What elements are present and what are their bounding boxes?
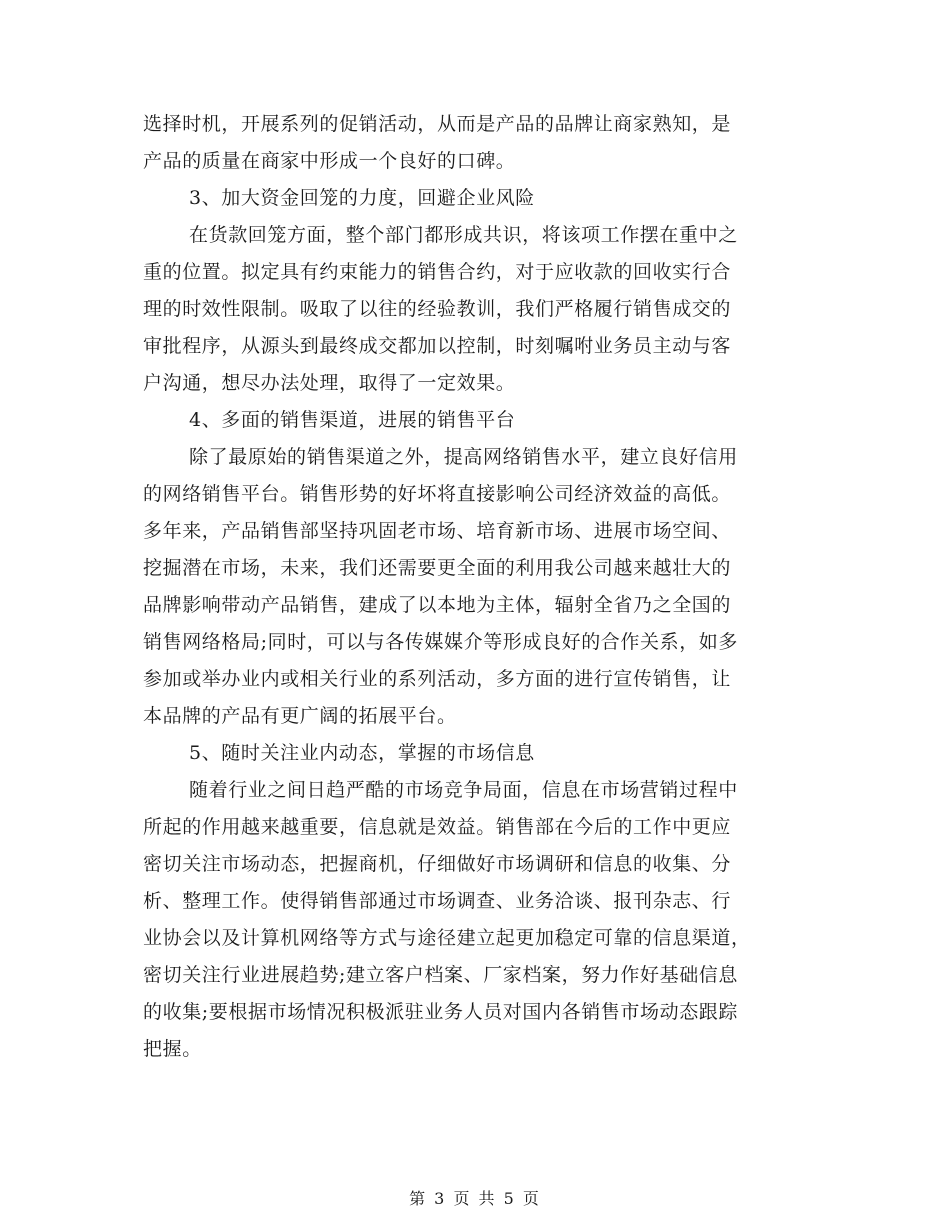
text-line-12: 多年来，产品销售部坚持巩固老市场、培育新市场、进展市场空间、 xyxy=(143,520,732,542)
text-line-19: 随着行业之间日趋严酷的市场竞争局面，信息在市场营销过程中 xyxy=(189,779,738,801)
text-line-6: 理的时效性限制。吸取了以往的经验教训，我们严格履行销售成交的 xyxy=(143,298,732,320)
section-heading-3: 3、加大资金回笼的力度，回避企业风险 xyxy=(189,187,535,209)
text-line-5: 重的位置。拟定具有约束能力的销售合约，对于应收款的回收实行合 xyxy=(143,261,732,283)
section-heading-4: 4、多面的销售渠道，进展的销售平台 xyxy=(189,409,516,431)
text-line-17: 本品牌的产品有更广阔的拓展平台。 xyxy=(143,705,457,727)
document-body xyxy=(143,106,813,1068)
text-line-13: 挖掘潜在市场，未来，我们还需要更全面的利用我公司越来越壮大的 xyxy=(143,557,732,579)
text-line-16: 参加或举办业内或相关行业的系列活动，多方面的进行宣传销售，让 xyxy=(143,668,732,690)
text-line-11: 的网络销售平台。销售形势的好坏将直接影响公司经济效益的高低。 xyxy=(143,483,732,505)
text-line-7: 审批程序，从源头到最终成交都加以控制，时刻嘱咐业务员主动与客 xyxy=(143,335,732,357)
text-line-4: 在货款回笼方面，整个部门都形成共识，将该项工作摆在重中之 xyxy=(189,224,738,246)
text-line-1: 选择时机，开展系列的促销活动，从而是产品的品牌让商家熟知，是 xyxy=(143,113,732,135)
text-line-15: 销售网络格局;同时，可以与各传媒媒介等形成良好的合作关系，如多 xyxy=(143,631,739,653)
text-line-8: 户沟通，想尽办法处理，取得了一定效果。 xyxy=(143,372,516,394)
text-line-10: 除了最原始的销售渠道之外，提高网络销售水平，建立良好信用 xyxy=(189,446,738,468)
text-line-26: 把握。 xyxy=(143,1038,202,1060)
text-line-25: 的收集;要根据市场情况积极派驻业务人员对国内各销售市场动态跟踪 xyxy=(143,1001,739,1023)
text-line-22: 析、整理工作。使得销售部通过市场调查、业务洽谈、报刊杂志、行 xyxy=(143,890,732,912)
text-line-20: 所起的作用越来越重要，信息就是效益。销售部在今后的工作中更应 xyxy=(143,816,732,838)
text-line-23: 业协会以及计算机网络等方式与途径建立起更加稳定可靠的信息渠道， xyxy=(143,927,751,949)
text-line-2: 产品的质量在商家中形成一个良好的口碑。 xyxy=(143,150,516,172)
section-heading-5: 5、随时关注业内动态，掌握的市场信息 xyxy=(189,742,535,764)
page-number-footer: 第 3 页 共 5 页 xyxy=(409,1189,541,1208)
text-line-24: 密切关注行业进展趋势;建立客户档案、厂家档案，努力作好基础信息 xyxy=(143,964,739,986)
text-line-21: 密切关注市场动态，把握商机，仔细做好市场调研和信息的收集、分 xyxy=(143,853,732,875)
text-line-14: 品牌影响带动产品销售，建成了以本地为主体，辐射全省乃之全国的 xyxy=(143,594,732,616)
